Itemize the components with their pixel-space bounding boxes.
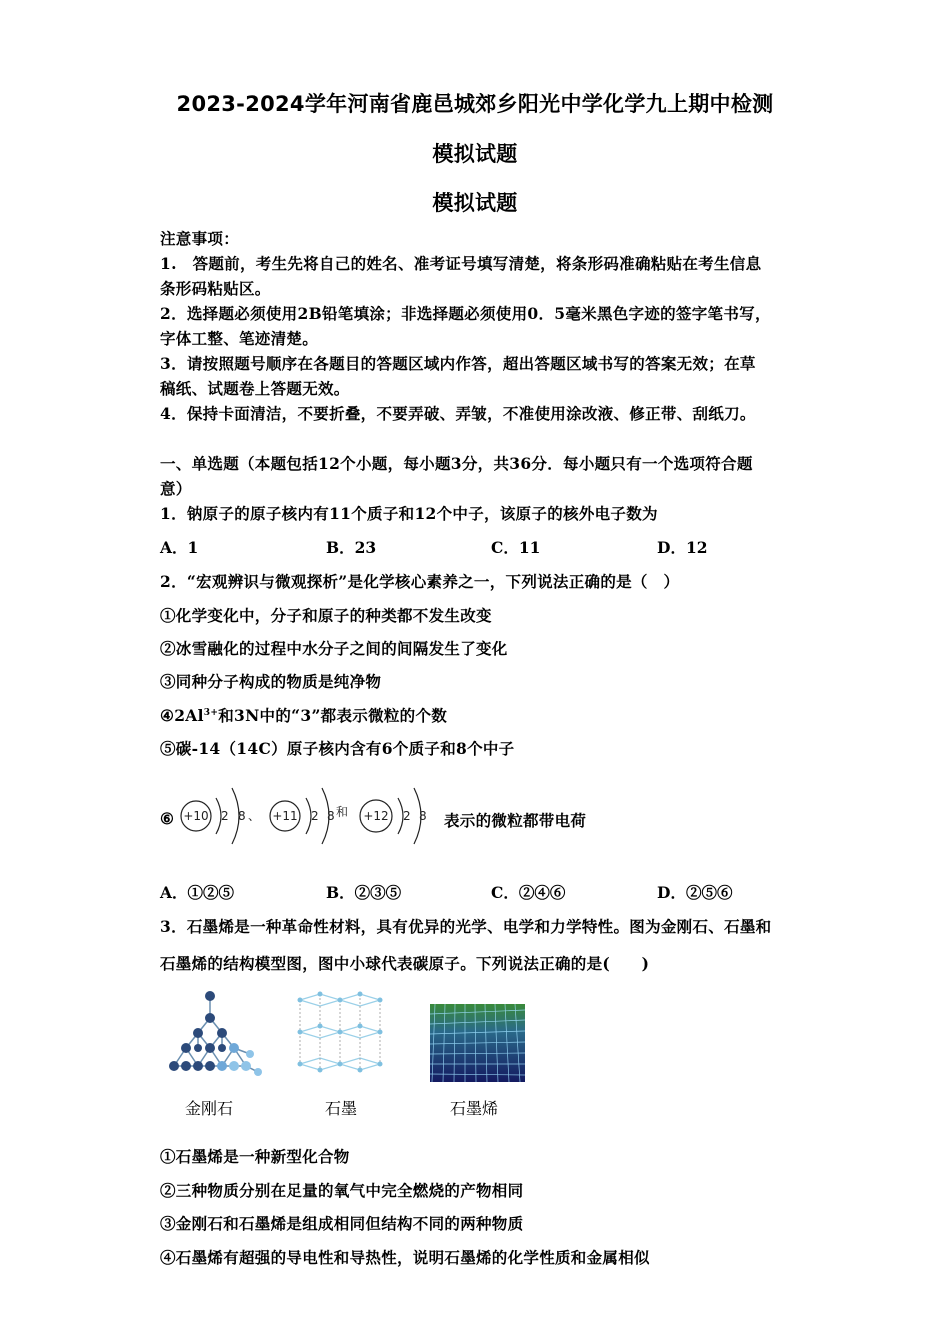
notice-item: 2．选择题必须使用2B铅笔填涂；非选择题必须使用0．5毫米黑色字迹的签字笔书写， bbox=[160, 304, 771, 323]
notice-item: 1. 答题前，考生先将自己的姓名、准考证号填写清楚，将条形码准确粘贴在考生信息 bbox=[160, 254, 762, 273]
caption-diamond: 金刚石 bbox=[185, 1099, 234, 1118]
q2-option-b: B．②③⑤ bbox=[326, 883, 402, 902]
notice-item: 条形码粘贴区。 bbox=[160, 279, 271, 298]
shell-label: 2 bbox=[221, 809, 229, 823]
diamond-structure-image bbox=[160, 988, 265, 1078]
q2-statement-2: ②冰雪融化的过程中水分子之间的间隔发生了变化 bbox=[160, 639, 508, 658]
ion-ne-diagram bbox=[181, 788, 246, 844]
q3-stem: 3．石墨烯是一种革命性材料，具有优异的光学、电学和力学特性。图为金刚石、石墨和 bbox=[160, 917, 772, 936]
q2-stem: 2．“宏观辨识与微观探析”是化学核心素养之一，下列说法正确的是（ ） bbox=[160, 572, 680, 591]
q2-statement-6-text: 表示的微粒都带电荷 bbox=[444, 811, 587, 830]
q2-s4-sup: 3+ bbox=[203, 707, 219, 718]
caption-graphene: 石墨烯 bbox=[450, 1099, 499, 1118]
shell-label: 8 bbox=[238, 809, 246, 823]
separator-label: 和 bbox=[336, 805, 349, 819]
q2-statement-3: ③同种分子构成的物质是纯净物 bbox=[160, 672, 382, 691]
exam-subtitle: 模拟试题 bbox=[432, 142, 518, 166]
graphite-structure-image bbox=[290, 988, 390, 1080]
nucleus-label: +11 bbox=[272, 809, 298, 823]
graphene-structure-image bbox=[430, 1004, 525, 1082]
ion-structure-diagram bbox=[176, 772, 446, 862]
section-heading: 一、单选题（本题包括12个小题，每小题3分，共36分．每小题只有一个选项符合题 bbox=[160, 454, 753, 473]
q3-statement-1: ①石墨烯是一种新型化合物 bbox=[160, 1147, 350, 1166]
q3-stem-cont: 石墨烯的结构模型图，图中小球代表碳原子。下列说法正确的是( ) bbox=[160, 954, 650, 973]
ion-na-diagram bbox=[270, 788, 335, 844]
section-heading-cont: 意） bbox=[160, 479, 192, 498]
shell-label: 8 bbox=[419, 809, 427, 823]
q2-statement-5: ⑤碳-14（14C）原子核内含有6个质子和8个中子 bbox=[160, 739, 515, 758]
separator-label: 、 bbox=[248, 809, 261, 823]
caption-graphite: 石墨 bbox=[325, 1099, 358, 1118]
nucleus-label: +12 bbox=[363, 809, 389, 823]
q2-option-d: D．②⑤⑥ bbox=[657, 883, 733, 902]
ion-mg-diagram bbox=[360, 788, 427, 844]
q2-s4-pre: ④2Al bbox=[160, 706, 204, 725]
q3-statement-3: ③金刚石和石墨烯是组成相同但结构不同的两种物质 bbox=[160, 1214, 524, 1233]
notice-heading: 注意事项： bbox=[160, 229, 240, 248]
q2-option-a: A．①②⑤ bbox=[160, 883, 235, 902]
q1-option-a: A．1 bbox=[160, 538, 199, 557]
q2-s4-post: 和3N中的“3”都表示微粒的个数 bbox=[218, 706, 448, 725]
q1-stem: 1．钠原子的原子核内有11个质子和12个中子，该原子的核外电子数为 bbox=[160, 504, 658, 523]
q3-statement-4: ④石墨烯有超强的导电性和导热性，说明石墨烯的化学性质和金属相似 bbox=[160, 1248, 650, 1267]
exam-subtitle-repeat: 模拟试题 bbox=[432, 191, 518, 215]
shell-label: 2 bbox=[403, 809, 411, 823]
shell-label: 8 bbox=[327, 809, 335, 823]
exam-title: 2023-2024学年河南省鹿邑城郊乡阳光中学化学九上期中检测 bbox=[176, 92, 774, 116]
notice-item: 3．请按照题号顺序在各题目的答题区域内作答，超出答题区域书写的答案无效；在草 bbox=[160, 354, 756, 373]
q3-statement-2: ②三种物质分别在足量的氧气中完全燃烧的产物相同 bbox=[160, 1181, 524, 1200]
notice-item: 4．保持卡面清洁，不要折叠，不要弄破、弄皱，不准使用涂改液、修正带、刮纸刀。 bbox=[160, 404, 756, 423]
q1-option-d: D．12 bbox=[657, 538, 708, 557]
nucleus-label: +10 bbox=[183, 809, 209, 823]
q2-statement-4 bbox=[160, 704, 447, 726]
q2-statement-6-label: ⑥ bbox=[160, 809, 175, 828]
q1-option-c: C．11 bbox=[491, 538, 541, 557]
q2-option-c: C．②④⑥ bbox=[491, 883, 566, 902]
q1-option-b: B．23 bbox=[326, 538, 377, 557]
shell-label: 2 bbox=[311, 809, 319, 823]
q2-statement-1: ①化学变化中，分子和原子的种类都不发生改变 bbox=[160, 606, 492, 625]
notice-item: 稿纸、试题卷上答题无效。 bbox=[160, 379, 350, 398]
notice-item: 字体工整、笔迹清楚。 bbox=[160, 329, 319, 348]
